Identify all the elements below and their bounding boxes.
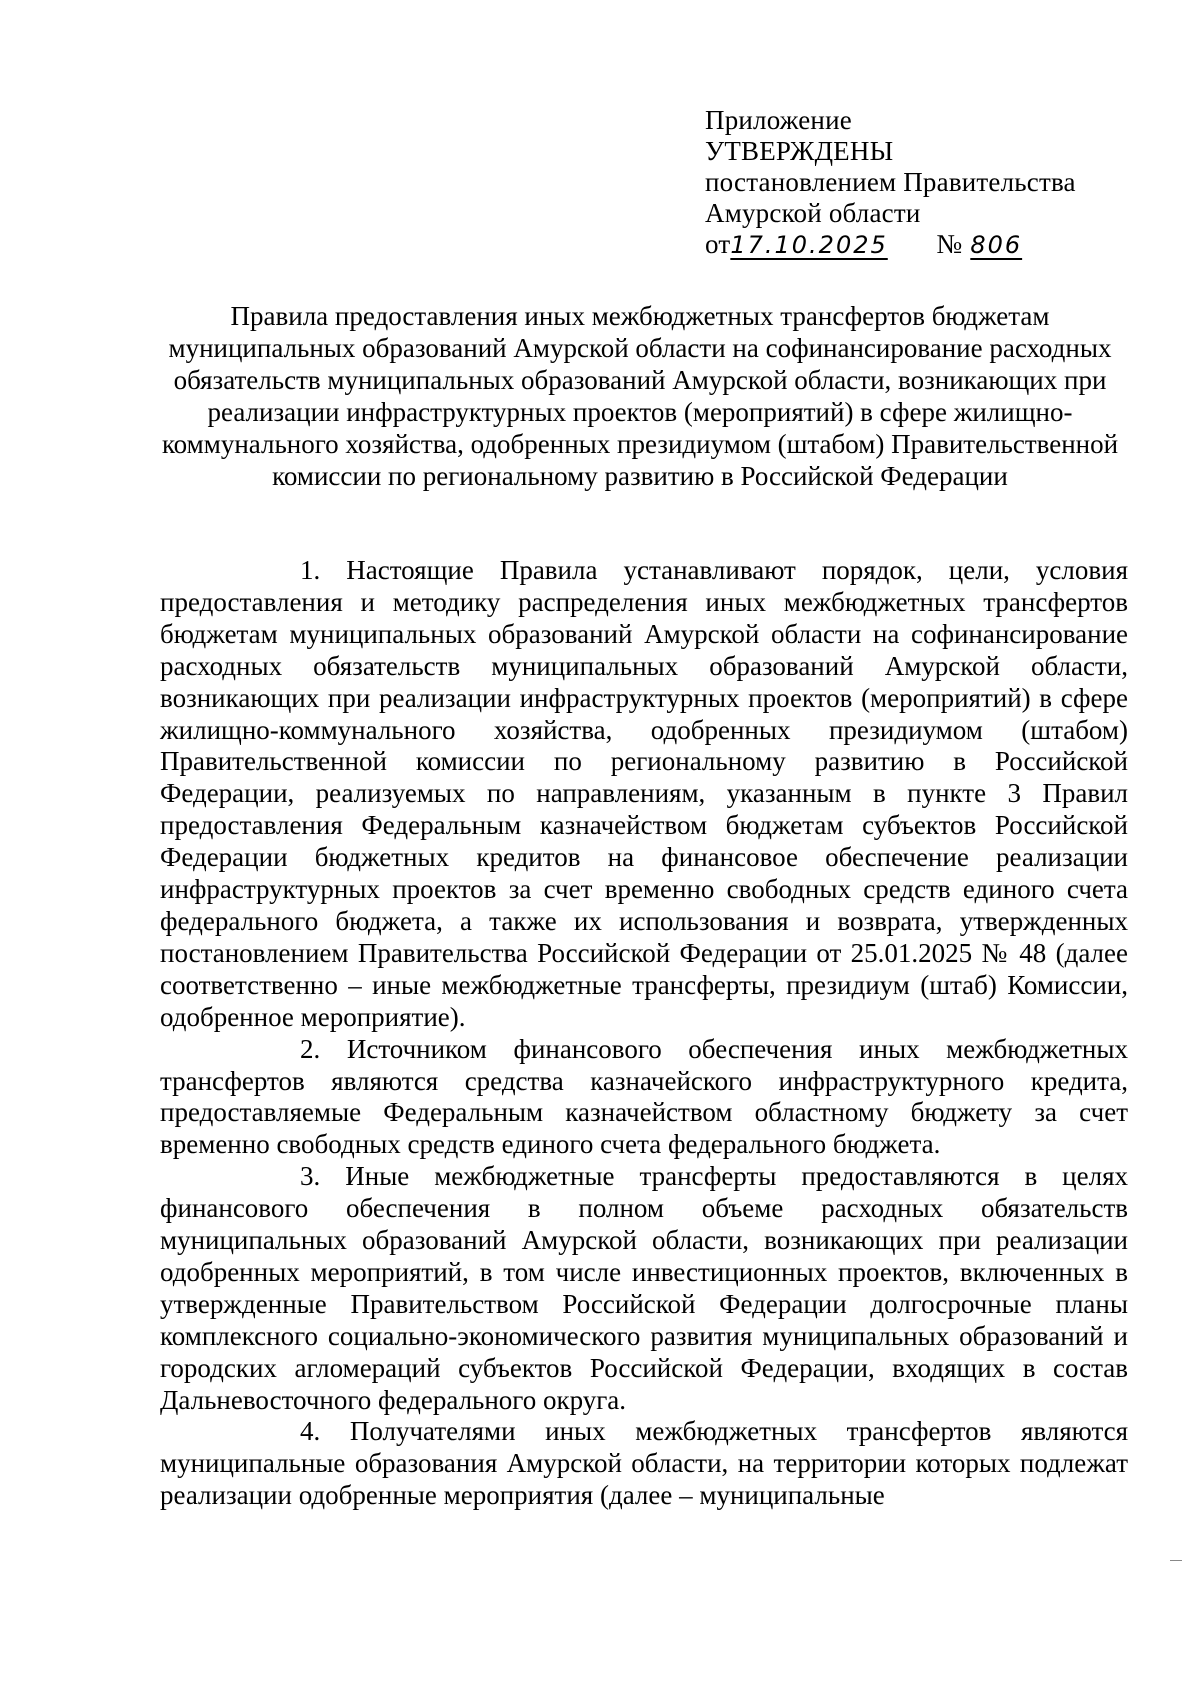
paragraph-number: 3.	[300, 1161, 321, 1192]
paragraph-text: Иные межбюджетные трансферты предоставляются в целях финансового обеспечения в полном объеме расходных обязательств муниципальных образований Амурской области, возникающих при реализации одобренных мероприятий, в том числе инвестиционных проектов, включенных в утвержденные Правительством Российской Федерации долгосрочные планы комплексного социально-экономического развития муниципальных образований и городских агломераций субъектов Российской Федерации, входящих в состав Дальневосточного федерального округа.	[160, 1161, 1129, 1415]
number-sign: №	[936, 229, 963, 259]
paragraph-text: Источником финансового обеспечения иных межбюджетных трансфертов являются средства казначейского инфраструктурного кредита, предоставляемые Федеральным казначейством областному бюджету за счет временно свободных средств единого счета федерального бюджета.	[160, 1033, 1128, 1160]
handwritten-date: 17.10.2025	[730, 231, 888, 259]
paragraph-number: 4.	[300, 1416, 321, 1447]
approval-authority: постановлением Правительства	[705, 167, 1076, 197]
paragraph-3	[160, 1161, 1128, 1416]
handwritten-number: 806	[970, 231, 1023, 259]
paragraph-4	[160, 1416, 1128, 1512]
document-body	[160, 555, 1128, 1512]
approval-date-number-line	[705, 229, 1125, 261]
date-prefix: от	[705, 229, 731, 259]
paragraph-text: Получателями иных межбюджетных трансфертов являются муниципальные образования Амурской области, на территории которых подлежат реализации одобренные мероприятия (далее – муниципальные	[160, 1416, 1128, 1511]
appendix-label: Приложение	[705, 105, 852, 135]
approval-block	[705, 105, 1125, 261]
scan-margin-mark	[1170, 1560, 1182, 1561]
paragraph-number: 2.	[300, 1033, 321, 1064]
document-title: Правила предоставления иных межбюджетных трансфертов бюджетам муниципальных образований Амурской области на софинансирование расходных обязательств муниципальных образований Амурской области, возникающих при реализации инфраструктурных проектов (мероприятий) в сфере жилищно-коммунального хозяйства, одобренных президиумом (штабом) Правительственной комиссии по региональному развитию в Российской Федерации	[161, 301, 1119, 491]
approval-region: Амурской области	[705, 198, 921, 228]
paragraph-1	[160, 555, 1128, 1034]
approved-label: УТВЕРЖДЕНЫ	[705, 136, 894, 166]
paragraph-text: Настоящие Правила устанавливают порядок, цели, условия предоставления и методику распределения иных межбюджетных трансфертов бюджетам муниципальных образований Амурской области на софинансирование расходных обязательств муниципальных образований Амурской области, возникающих при реализации инфраструктурных проектов (мероприятий) в сфере жилищно-коммунального хозяйства, одобренных президиумом (штабом) Правительственной комиссии по региональному развитию в Российской Федерации, реализуемых по направлениям, указанным в пункте 3 Правил предоставления Федеральным казначейством бюджетам субъектов Российской Федерации бюджетных кредитов на финансовое обеспечение реализации инфраструктурных проектов за счет временно свободных средств единого счета федерального бюджета, а также их использования и возврата, утвержденных постановлением Правительства Российской Федерации от 25.01.2025 № 48 (далее соответственно – иные межбюджетные трансферты, президиум (штаб) Комиссии, одобренное мероприятие).	[160, 555, 1128, 1032]
paragraph-number: 1.	[300, 555, 321, 585]
paragraph-2	[160, 1034, 1128, 1162]
